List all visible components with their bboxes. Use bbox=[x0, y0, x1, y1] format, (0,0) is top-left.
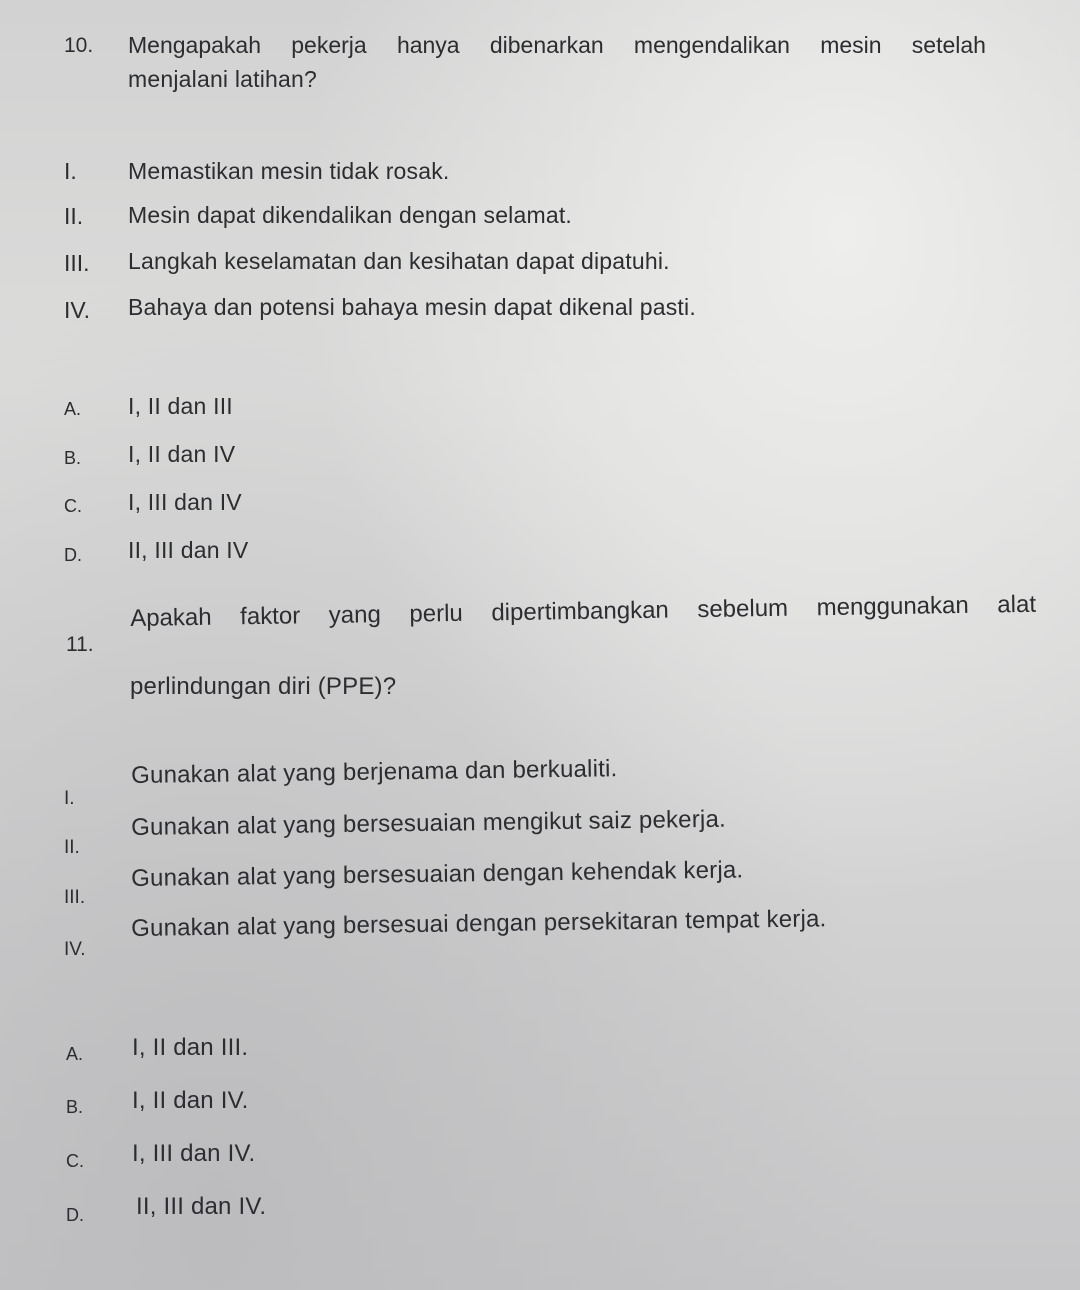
statement-text: Gunakan alat yang bersesuaian dengan kehendak kerja. bbox=[131, 856, 744, 892]
question-word: setelah bbox=[911, 32, 986, 58]
option-letter: B. bbox=[66, 1097, 84, 1117]
question-word: menggunakan bbox=[816, 591, 969, 622]
question-word: Mengapakah bbox=[128, 32, 261, 58]
option-letter: C. bbox=[66, 1151, 84, 1171]
question-word: sebelum bbox=[697, 594, 789, 624]
statement-label: IV. bbox=[64, 297, 91, 323]
option-text: II, III dan IV. bbox=[136, 1193, 267, 1220]
question-word: dibenarkan bbox=[489, 32, 604, 58]
option-text: I, III dan IV. bbox=[132, 1140, 256, 1167]
question-word: yang bbox=[328, 601, 382, 629]
question-word: pekerja bbox=[291, 32, 367, 58]
option-text: I, II dan III bbox=[128, 393, 233, 419]
option-letter: A. bbox=[64, 399, 82, 419]
statement-text: Gunakan alat yang berjenama dan berkualiti. bbox=[131, 755, 618, 789]
option-text: I, III dan IV bbox=[128, 489, 242, 515]
option-letter: C. bbox=[64, 496, 82, 516]
statement-text: Gunakan alat yang bersesuai dengan persekitaran tempat kerja. bbox=[131, 905, 827, 942]
question-word: dipertimbangkan bbox=[491, 596, 669, 627]
statement-label: I. bbox=[64, 158, 77, 184]
question-number: 11. bbox=[66, 633, 94, 656]
question-text-line2: perlindungan diri (PPE)? bbox=[130, 673, 397, 700]
statement-text: Memastikan mesin tidak rosak. bbox=[128, 158, 450, 184]
question-text-line1 bbox=[130, 591, 1036, 633]
option-letter: D. bbox=[64, 545, 82, 565]
question-text-line1 bbox=[128, 32, 986, 59]
statement-label: IV. bbox=[64, 939, 86, 960]
question-word: faktor bbox=[239, 602, 301, 631]
question-word: hanya bbox=[396, 32, 460, 58]
option-text: I, II dan IV. bbox=[132, 1087, 249, 1114]
question-word: mengendalikan bbox=[633, 32, 790, 58]
statement-label: III. bbox=[64, 250, 90, 276]
statement-label: II. bbox=[64, 203, 84, 229]
question-number: 10. bbox=[64, 34, 94, 57]
option-text: I, II dan III. bbox=[132, 1034, 249, 1061]
option-text: II, III dan IV bbox=[128, 537, 249, 563]
statement-label: III. bbox=[64, 887, 86, 908]
statement-label: II. bbox=[64, 837, 80, 858]
statement-label: I. bbox=[64, 788, 75, 809]
statement-text: Langkah keselamatan dan kesihatan dapat dipatuhi. bbox=[128, 248, 670, 274]
option-letter: D. bbox=[66, 1205, 84, 1225]
option-text: I, II dan IV bbox=[128, 441, 236, 467]
option-letter: B. bbox=[64, 448, 82, 468]
question-word: perlu bbox=[409, 599, 463, 628]
statement-text: Bahaya dan potensi bahaya mesin dapat dikenal pasti. bbox=[128, 294, 696, 320]
question-word: mesin bbox=[820, 32, 882, 58]
statement-text: Mesin dapat dikendalikan dengan selamat. bbox=[128, 202, 573, 228]
option-letter: A. bbox=[66, 1044, 84, 1064]
question-word: alat bbox=[997, 590, 1037, 619]
question-text-line2: menjalani latihan? bbox=[128, 66, 318, 92]
question-word: Apakah bbox=[130, 603, 212, 632]
statement-text: Gunakan alat yang bersesuaian mengikut saiz pekerja. bbox=[131, 805, 727, 841]
